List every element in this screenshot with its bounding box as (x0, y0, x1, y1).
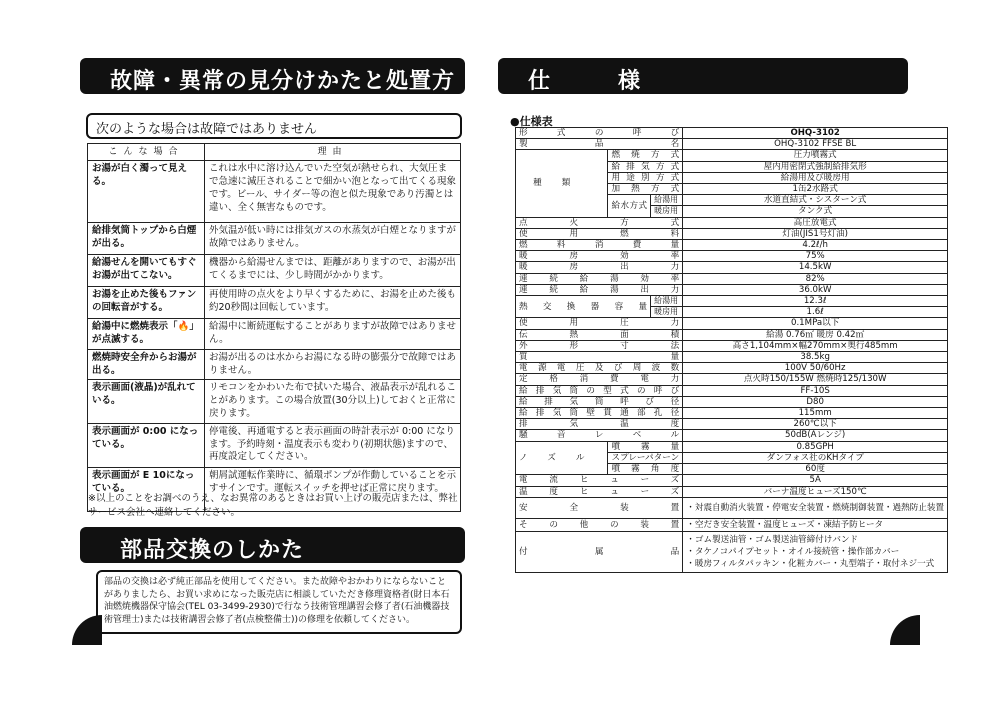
spec-title: 仕 様 (528, 69, 649, 94)
value-cell: 38.5kg (683, 352, 948, 363)
value-cell: バーナ温度ヒューズ150℃ (683, 486, 948, 497)
label-cell: 電流ヒューズ (516, 475, 683, 486)
table-row (516, 430, 948, 441)
label-cell: 用途別方式 (608, 172, 683, 183)
table-row (516, 296, 948, 307)
value-cell: ダンフォス社のKHタイプ (683, 452, 948, 463)
value-cell: 36.0kW (683, 284, 948, 295)
table-row (88, 349, 461, 380)
not-fault-title: 次のような場合は故障ではありません (96, 122, 318, 137)
value-cell: OHQ-3102 (683, 128, 948, 139)
value-cell: 給湯用及び暖房用 (683, 172, 948, 183)
label-cell: 定格消費電力 (516, 374, 683, 385)
table-row (88, 161, 461, 223)
reason-cell: お湯が出るのは水からお湯になる時の膨張分で故障ではありません。 (205, 349, 461, 380)
value-cell: 灯油(JIS1号灯油) (683, 228, 948, 239)
table-row (516, 273, 948, 284)
value-cell: 1缶2水路式 (683, 184, 948, 195)
label-cell: 暖房効率 (516, 251, 683, 262)
table-row (516, 518, 948, 531)
table-row (516, 329, 948, 340)
value-cell: 82% (683, 273, 948, 284)
label-cell: 燃料消費量 (516, 240, 683, 251)
table-row (88, 223, 461, 255)
table-row (516, 363, 948, 374)
value-cell: 屋内用密閉式強制給排気形 (683, 161, 948, 172)
not-fault-box (86, 113, 462, 139)
case-cell: 給湯せんを開いてもすぐお湯が出てこない。 (88, 255, 205, 287)
accessory-line: ・暖房フィルタパッキン・化粧カバー・丸型端子・取付ネジ一式 (686, 558, 935, 569)
label-cell: 給水方式 (608, 195, 651, 217)
table-row (516, 150, 948, 161)
footnote: ※以上のことをお調べのうえ、なお異常のあるときはお買い上げの販売店または、弊社サービス会社へ連絡してください。 (88, 493, 458, 518)
value-cell: 4.2ℓ/h (683, 240, 948, 251)
spec-header (498, 58, 908, 94)
value-cell: 高圧放電式 (683, 217, 948, 228)
value-cell: タンク式 (683, 206, 948, 217)
value-cell: 水道直結式・シスターン式 (683, 195, 948, 206)
label-cell: 形式の呼び (516, 128, 683, 139)
label-cell: 給湯用 (651, 296, 683, 307)
value-cell: 14.5kW (683, 262, 948, 273)
label-cell: ノズル (516, 441, 608, 475)
trouble-title: 故障・異常の見分けかたと処置方法(2) (110, 69, 456, 125)
label-cell: 給排気筒呼び径 (516, 396, 683, 407)
value-cell: 60度 (683, 464, 948, 475)
label-cell: 伝熱面積 (516, 329, 683, 340)
table-row (516, 284, 948, 295)
spec-subtitle: ●仕様表 (510, 115, 553, 128)
table-row (516, 531, 948, 572)
value-cell: 0.1MPa以下 (683, 318, 948, 329)
value-cell: 0.85GPH (683, 441, 948, 452)
value-cell: ・空だき安全装置・温度ヒューズ・凍結予防ヒータ (683, 518, 948, 531)
value-cell: 75% (683, 251, 948, 262)
accessory-line: ・タケノコパイプセット・オイル接続管・操作部カバー (686, 546, 900, 557)
table-row (516, 475, 948, 486)
trouble-header (80, 58, 465, 125)
table-row (516, 396, 948, 407)
label-cell: 騒音レベル (516, 430, 683, 441)
table-row (88, 380, 461, 423)
table-row (516, 251, 948, 262)
value-cell: 点火時150/155W 燃焼時125/130W (683, 374, 948, 385)
label-cell: 暖房用 (651, 307, 683, 318)
table-row (516, 240, 948, 251)
label-cell: その他の装置 (516, 518, 683, 531)
table-row (88, 255, 461, 287)
label-cell: 暖房出力 (516, 262, 683, 273)
case-cell: 表示画面が E 10になっている。 (88, 467, 205, 511)
parts-text: 部品の交換は必ず純正部品を使用してください。また故障やおかわりにならないことがありましたら、お買い求めになった販売店に相談していただき修理資格者(財日本石油燃焼機器保守協会(TEL 03-3499-2930)で行なう技術管理講習会修了者(石油機器技術管理士)または技術講習会修了者(点検整備士))の修理を依頼してください。 (104, 577, 450, 625)
table-row (88, 287, 461, 319)
reason-cell: 再使用時の点火をより早くするために、お湯を止めた後も約20秒間は回転しています。 (205, 287, 461, 319)
table-row (516, 374, 948, 385)
accessory-cell (683, 531, 948, 572)
accessory-line: ・ゴム製送油管・ゴム製送油管締付けバンド (686, 534, 859, 545)
label-cell: 電源電圧及び周波数 (516, 363, 683, 374)
trouble-table (87, 143, 461, 512)
label-cell: 加熱方式 (608, 184, 683, 195)
value-cell: 高さ1,104mm×幅270mm×奥行485mm (683, 340, 948, 351)
case-cell: 表示画面が 0:00 になっている。 (88, 423, 205, 467)
table-row (516, 340, 948, 351)
case-cell: 燃焼時安全弁からお湯が出る。 (88, 349, 205, 380)
table-row (516, 217, 948, 228)
table-row (516, 441, 948, 452)
table-row (516, 497, 948, 518)
value-cell: FF-10S (683, 385, 948, 396)
table-row (516, 262, 948, 273)
reason-cell: 給湯中に断続運転することがありますが故障ではありません。 (205, 319, 461, 350)
label-cell: 燃焼方式 (608, 150, 683, 161)
label-cell: 質量 (516, 352, 683, 363)
case-cell: 表示画面(液晶)が乱れている。 (88, 380, 205, 423)
parts-title: 部品交換のしかた (120, 538, 305, 563)
col-reason: 理由 (205, 144, 461, 161)
label-cell: 温度ヒューズ (516, 486, 683, 497)
label-cell: 使用燃料 (516, 228, 683, 239)
value-cell: 115mm (683, 408, 948, 419)
label-cell: スプレーパターン (608, 452, 683, 463)
label-cell: 排気温度 (516, 419, 683, 430)
label-cell: 給湯用 (651, 195, 683, 206)
label-cell: 熱交換器容量 (516, 296, 651, 318)
label-cell: 連続給湯出力 (516, 284, 683, 295)
value-cell: 5A (683, 475, 948, 486)
label-cell: 点火方式 (516, 217, 683, 228)
parts-box (96, 570, 462, 634)
label-cell: 使用圧力 (516, 318, 683, 329)
table-row (516, 419, 948, 430)
value-cell: OHQ-3102 FFSE BL (683, 139, 948, 150)
table-row (516, 228, 948, 239)
case-cell: 給湯中に燃焼表示「🔥」が点滅する。 (88, 319, 205, 350)
label-cell: 外形寸法 (516, 340, 683, 351)
label-cell: 付属品 (516, 531, 683, 572)
case-cell: お湯が白く濁って見える。 (88, 161, 205, 223)
value-cell: 50dB(Aレンジ) (683, 430, 948, 441)
label-cell: 連続給湯効率 (516, 273, 683, 284)
label-cell: 噴霧角度 (608, 464, 683, 475)
reason-cell: 外気温が低い時には排気ガスの水蒸気が白煙となりますが故障ではありません。 (205, 223, 461, 255)
table-row (516, 139, 948, 150)
label-cell: 給排気筒壁貫通部孔径 (516, 408, 683, 419)
table-row (516, 408, 948, 419)
reason-cell: 機器から給湯せんまでは、距離がありますので、お湯が出てくるまでには、少し時間がかかります。 (205, 255, 461, 287)
label-cell: 噴霧量 (608, 441, 683, 452)
label-cell: 安全装置 (516, 497, 683, 518)
reason-cell: 朝屑試運転作業時に、循環ポンプが作動していることを示すサインです。運転スイッチを押せば正常に戻ります。 (205, 467, 461, 511)
label-cell: 給排気筒の型式の呼び (516, 385, 683, 396)
table-row (516, 486, 948, 497)
parts-header (80, 527, 465, 563)
case-cell: 給排気筒トップから白煙が出る。 (88, 223, 205, 255)
table-row (516, 318, 948, 329)
value-cell: 260℃以下 (683, 419, 948, 430)
col-case: こんな場合 (88, 144, 205, 161)
value-cell: D80 (683, 396, 948, 407)
table-row (516, 385, 948, 396)
table-row (88, 423, 461, 467)
label-cell: 給排気方式 (608, 161, 683, 172)
case-cell: お湯を止めた後もファンの回転音がする。 (88, 287, 205, 319)
corner-mark-right (890, 615, 950, 675)
table-row (516, 352, 948, 363)
table-row (516, 128, 948, 139)
value-cell: 1.6ℓ (683, 307, 948, 318)
value-cell: 圧力噴霧式 (683, 150, 948, 161)
label-cell: 製品名 (516, 139, 683, 150)
reason-cell: これは水中に溶け込んでいた空気が熱せられ、大気圧まで急速に減圧されることで細かい泡となって出てくる現象です。ビール、サイダー等の泡と似た現象であり汚濁とは違い、全く無害なものです。 (205, 161, 461, 223)
spec-table (515, 127, 948, 573)
value-cell: 給湯 0.76㎡ 暖房 0.42㎡ (683, 329, 948, 340)
reason-cell: 停電後、再通電すると表示画面の時計表示が 0:00 になります。予約時刻・温度表示も変わり(初期状態)ますので、再度設定してください。 (205, 423, 461, 467)
label-cell: 暖房用 (651, 206, 683, 217)
value-cell: 12.3ℓ (683, 296, 948, 307)
table-row (88, 319, 461, 350)
value-cell: ・対震自動消火装置・停電安全装置・燃焼制御装置・過熱防止装置 (683, 497, 948, 518)
value-cell: 100V 50/60Hz (683, 363, 948, 374)
reason-cell: リモコンをかわいた布で拭いた場合、液晶表示が乱れることがあります。この場合放置(30分以上)しておくと正常に戻ります。 (205, 380, 461, 423)
label-cell: 種類 (516, 150, 608, 217)
